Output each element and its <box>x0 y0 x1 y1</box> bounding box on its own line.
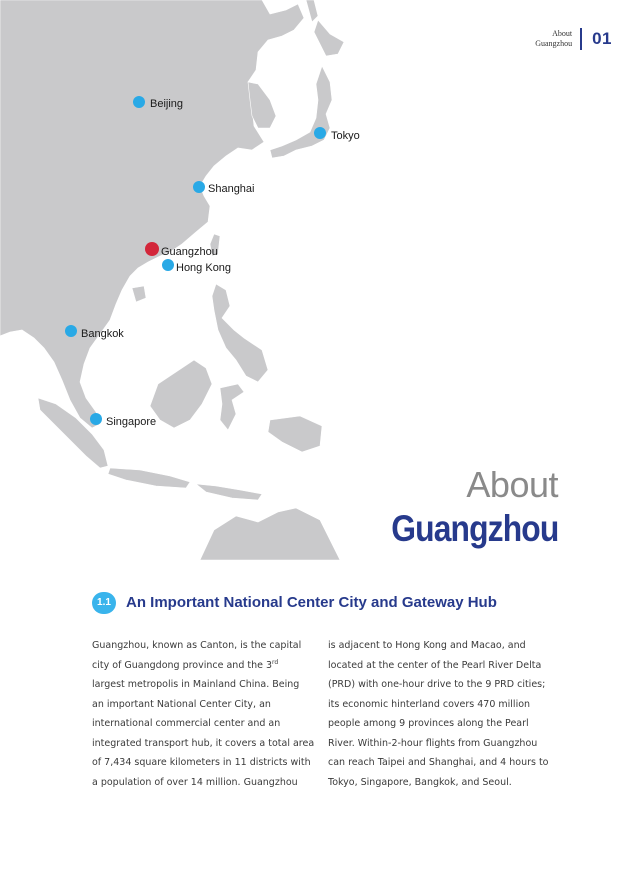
header-text <box>535 29 572 49</box>
header-line-1: About <box>552 29 573 38</box>
body-line: its economic hinterland covers 470 million <box>328 698 531 710</box>
city-marker-guangzhou <box>145 242 159 256</box>
body-line: largest metropolis in Mainland China. Being <box>92 679 300 690</box>
new-guinea <box>268 416 322 452</box>
nusa-tenggara <box>196 484 262 500</box>
city-hong-kong <box>162 259 231 274</box>
body-line: River. Within-2-hour flights from Guangzhou <box>328 737 538 749</box>
city-marker-tokyo <box>314 127 326 139</box>
japan <box>270 66 332 158</box>
city-label-bangkok: Bangkok <box>81 328 124 340</box>
page-header <box>535 26 612 52</box>
sakhalin <box>306 0 318 22</box>
city-marker-beijing <box>133 96 145 108</box>
city-label-singapore: Singapore <box>106 416 157 428</box>
city-marker-singapore <box>90 413 102 425</box>
hainan <box>132 286 146 302</box>
city-label-guangzhou: Guangzhou <box>161 246 218 258</box>
java <box>108 468 190 488</box>
header-line-2: Guangzhou <box>535 39 573 48</box>
body-line: is adjacent to Hong Kong and Macao, and <box>328 640 526 651</box>
city-label-tokyo: Tokyo <box>331 130 360 142</box>
page-number: 01 <box>592 29 612 48</box>
body-column-left <box>92 636 322 792</box>
header-divider <box>580 28 582 50</box>
australia <box>200 508 340 560</box>
body-line <box>92 656 322 676</box>
hokkaido <box>314 20 344 56</box>
sumatra <box>38 398 108 468</box>
body-line: international commercial center and an <box>92 718 281 729</box>
body-line: Guangzhou, known as Canton, is the capital <box>92 640 302 651</box>
city-label-beijing: Beijing <box>150 98 184 110</box>
body-line: integrated transport hub, it covers a total area <box>92 737 315 749</box>
sulawesi <box>220 384 244 430</box>
body-column-right <box>328 636 558 792</box>
body-line: Tokyo, Singapore, Bangkok, and Seoul. <box>328 776 512 788</box>
city-marker-shanghai <box>193 181 205 193</box>
body-line: an important National Center City, an <box>92 698 271 710</box>
philippines <box>212 284 268 382</box>
body-line: people among 9 provinces along the Pearl <box>328 718 529 729</box>
city-label-hong-kong: Hong Kong <box>176 262 232 274</box>
city-label-shanghai: Shanghai <box>208 183 255 195</box>
borneo <box>150 360 212 428</box>
ordinal-suffix: rd <box>272 658 279 666</box>
section-number-badge: 1.1 <box>92 592 116 614</box>
body-line: of 7,434 square kilometers in 11 districts with <box>92 757 311 768</box>
city-singapore <box>90 413 156 428</box>
body-line: (PRD) with one-hour drive to the 9 PRD cities; <box>328 679 546 690</box>
section-title: An Important National Center City and Gateway Hub <box>126 594 497 611</box>
city-marker-hong-kong <box>162 259 174 271</box>
body-line-text: city of Guangdong province and the 3 <box>92 659 273 671</box>
city-marker-bangkok <box>65 325 77 337</box>
body-line: can reach Taipei and Shanghai, and 4 hours to <box>328 757 549 768</box>
body-line: a population of over 14 million. Guangzhou <box>92 776 298 788</box>
body-line: located at the center of the Pearl River Delta <box>328 659 542 671</box>
page-title-bold: Guangzhou <box>390 508 558 549</box>
page-title-light: About <box>466 464 558 505</box>
